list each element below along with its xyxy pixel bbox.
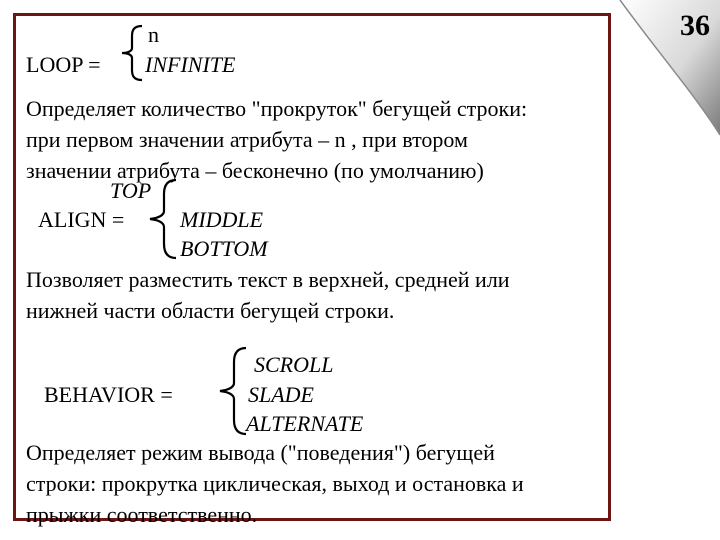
align-brace-icon [148,178,178,260]
behavior-description-line: Определяет режим вывода ("поведения") бегущей [26,440,495,465]
behavior-option-slade: SLADE [248,382,314,407]
align-label: ALIGN = [38,207,125,232]
behavior-option-scroll: SCROLL [254,352,334,377]
behavior-brace-icon [218,346,248,436]
align-option-middle: MIDDLE [180,207,264,232]
behavior-description-line: строки: прокрутка циклическая, выход и остановка и [26,471,524,496]
align-option-bottom: BOTTOM [180,236,268,261]
align-description-line: нижней части области бегущей строки. [26,298,395,323]
loop-option-n: n [148,22,159,47]
behavior-option-alternate: ALTERNATE [246,411,364,436]
loop-option-infinite: INFINITE [145,52,236,77]
loop-description-line: при первом значении атрибута – n , при втором [26,127,468,152]
loop-description-line: значении атрибута – бесконечно (по умолчанию) [26,158,484,183]
align-description [26,264,510,326]
loop-brace-icon [120,24,144,82]
loop-label: LOOP = [26,52,101,77]
loop-description-line: Определяет количество "прокруток" бегущей строки: [26,96,528,121]
align-description-line: Позволяет разместить текст в верхней, средней или [26,267,510,292]
behavior-label: BEHAVIOR = [44,382,173,407]
slide-number: 36 [680,9,710,42]
align-option-top: TOP [110,178,152,203]
loop-description [26,93,527,186]
behavior-description-line: прыжки соответственно. [26,502,258,527]
behavior-description [26,437,524,530]
